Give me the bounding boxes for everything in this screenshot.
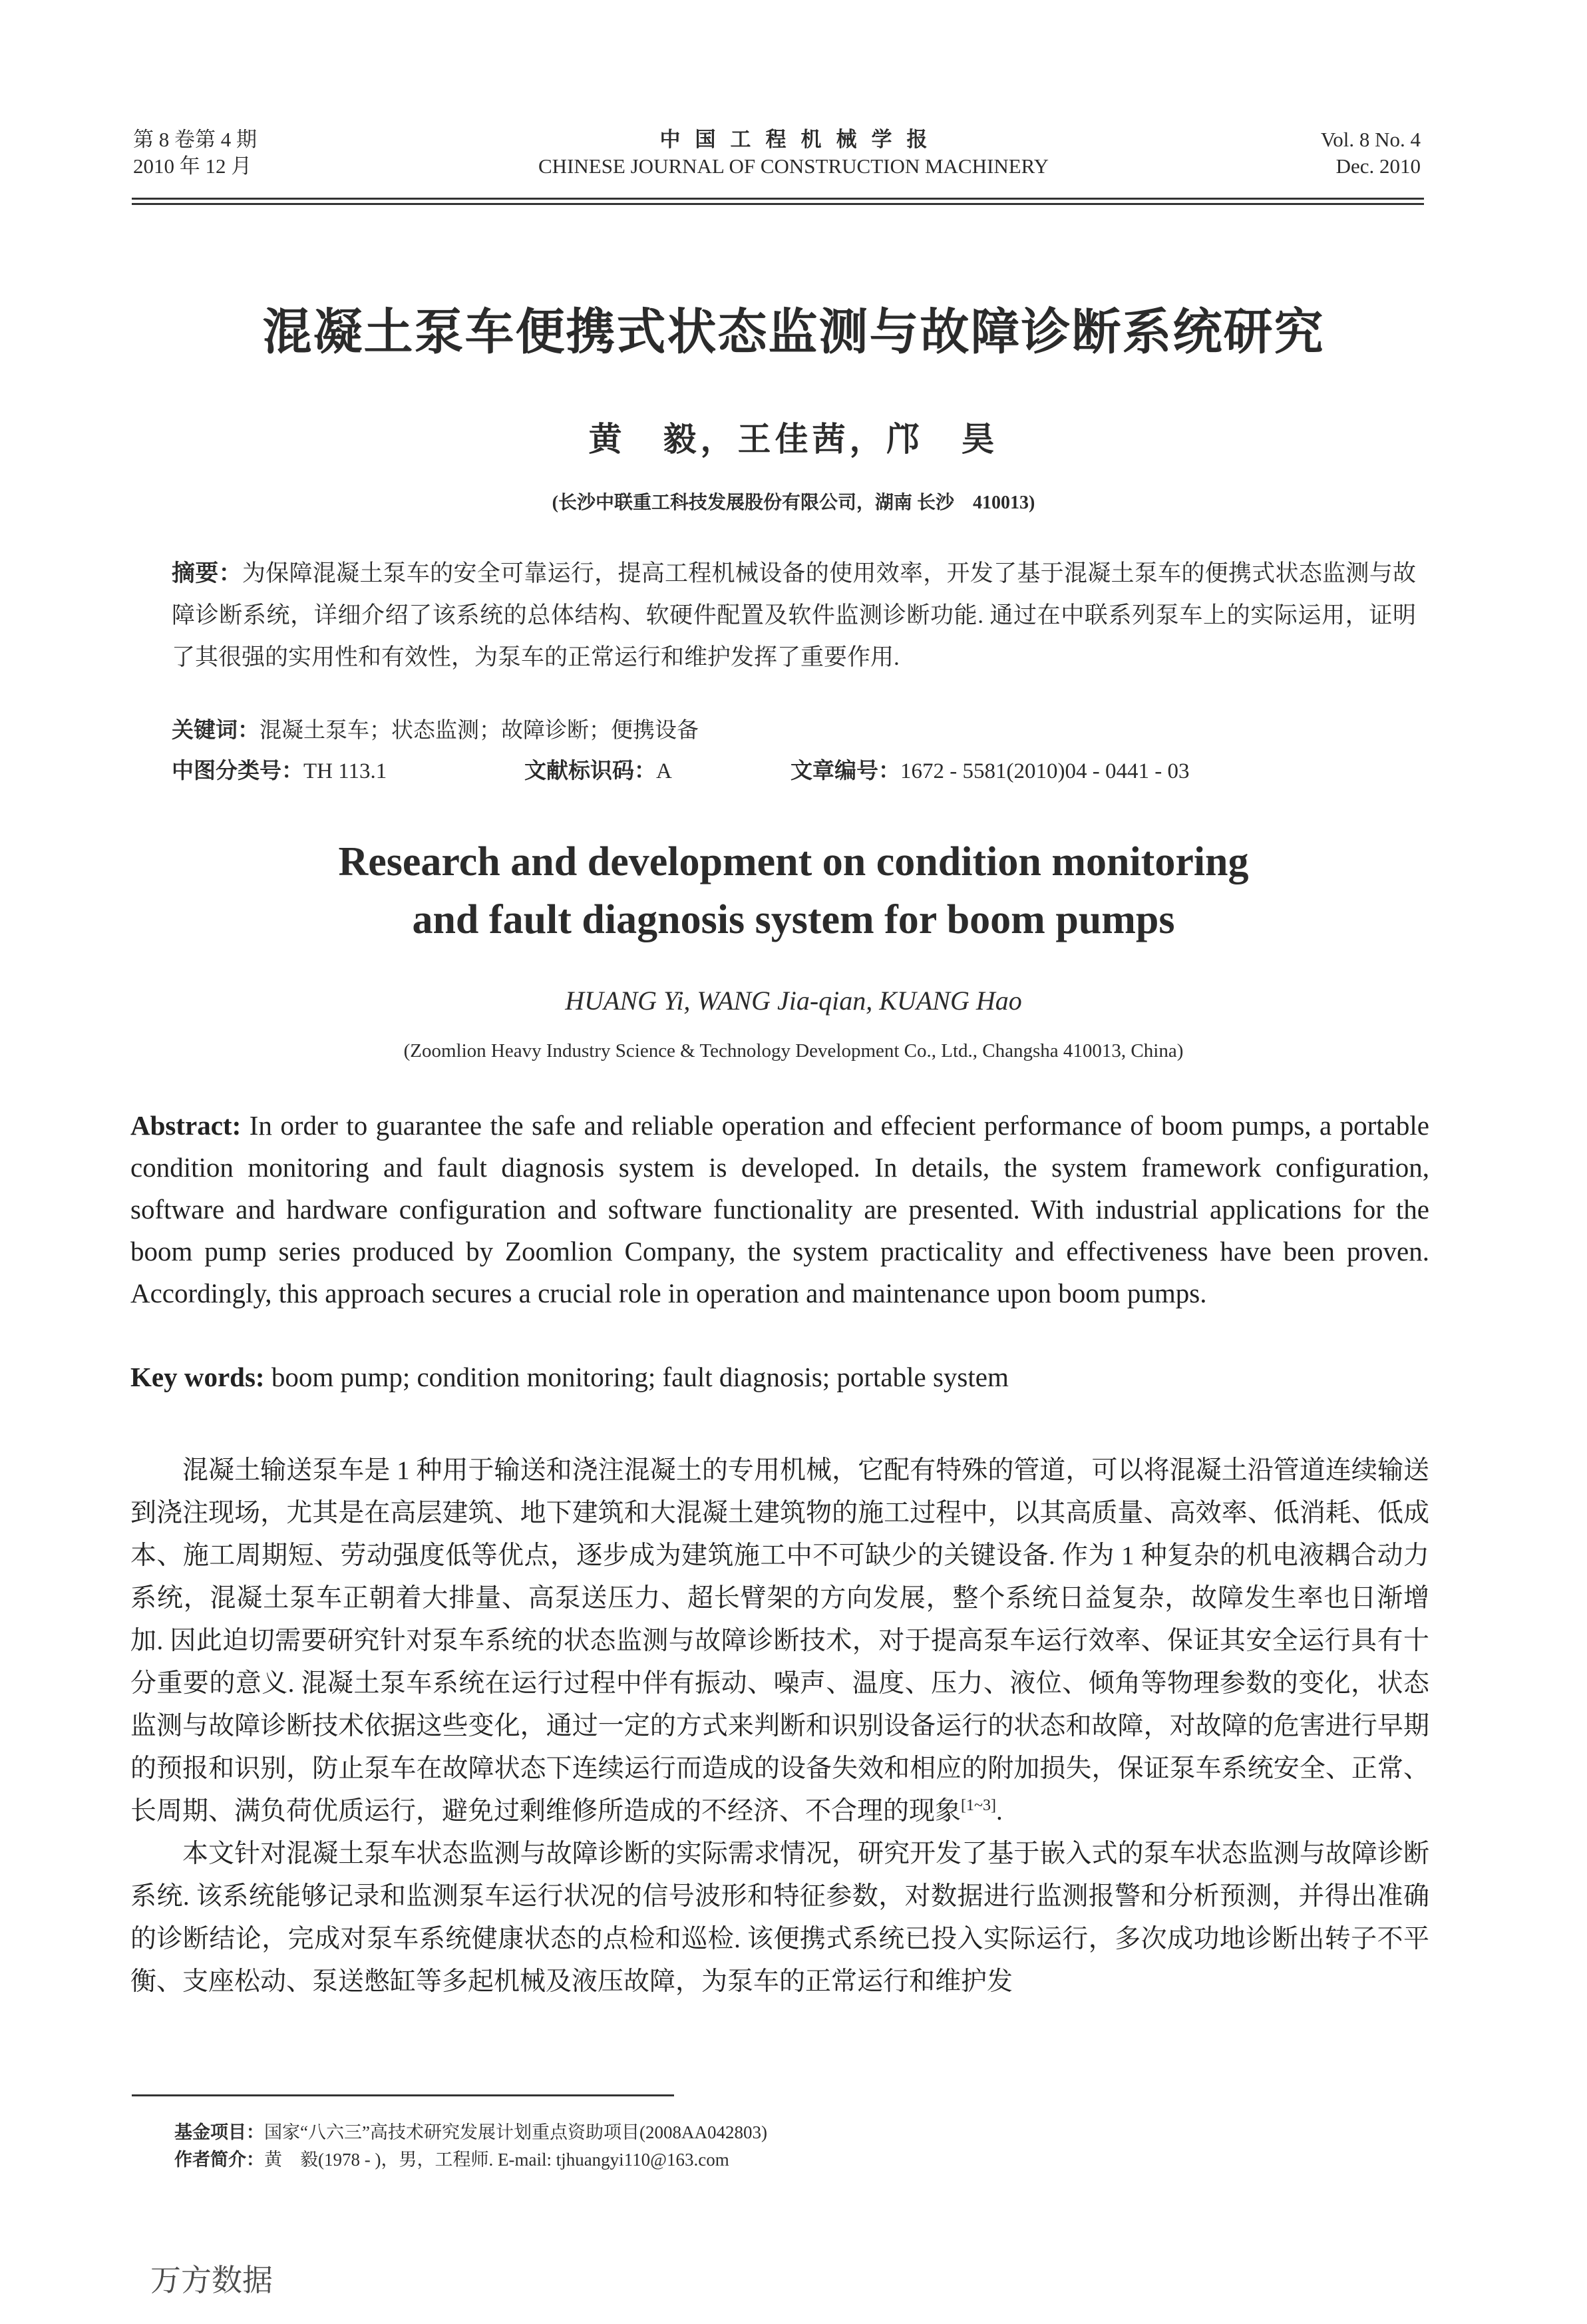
- body-paragraph-1: [130, 1450, 1429, 1833]
- affiliation-en: (Zoomlion Heavy Industry Science & Technology Development Co., Ltd., Changsha 410013, China): [403, 1040, 1184, 1062]
- abstract-cn-text: 为保障混凝土泵车的安全可靠运行，提高工程机械设备的使用效率，开发了基于混凝土泵车的便携式状态监测与故障诊断系统，详细介绍了该系统的总体结构、软硬件配置及软件监测诊断功能. 通过在中联系列泵车上的实际运用，证明了其很强的实用性和有效性，为泵车的正常运行和维护发挥了重要作用.: [172, 560, 1416, 670]
- clc-label: 中图分类号：: [172, 759, 303, 783]
- issue-info-en: [1321, 126, 1421, 180]
- header-rule-top: [132, 198, 1424, 200]
- keywords-cn-text: 混凝土泵车；状态监测；故障诊断；便携设备: [260, 719, 699, 743]
- affiliation-cn: (长沙中联重工科技发展股份有限公司，湖南 长沙 410013): [552, 492, 1035, 513]
- citation: [1~3]: [961, 1797, 996, 1814]
- funding-label: 基金项目：: [174, 2122, 264, 2142]
- keywords-en-label: Key words:: [130, 1362, 265, 1392]
- header-rule-bottom: [132, 203, 1424, 205]
- keywords-cn-label: 关键词：: [172, 719, 260, 743]
- clc-value: TH 113.1: [303, 759, 387, 783]
- classification-line: [172, 751, 1436, 793]
- journal-name-en: CHINESE JOURNAL OF CONSTRUCTION MACHINERY: [538, 154, 1049, 178]
- issue-date-cn: 2010 年 12 月: [133, 154, 252, 178]
- abstract-en-label: Abstract:: [130, 1110, 242, 1141]
- author-bio-label: 作者简介：: [174, 2150, 264, 2170]
- article-no-value: 1672 - 5581(2010)04 - 0441 - 03: [900, 759, 1190, 783]
- authors-cn: 黄 毅，王佳茜，邝 昊: [588, 421, 999, 458]
- issue-info: [133, 126, 257, 180]
- body-paragraph-1-end: .: [995, 1797, 1003, 1826]
- footnote-author-bio: [174, 2146, 1239, 2173]
- paper-title-en: [0, 833, 1587, 949]
- clc-number: [172, 751, 524, 793]
- vol-no: Vol. 8 No. 4: [1320, 128, 1421, 151]
- doc-code-value: A: [656, 759, 672, 783]
- paper-title-en-line2: and fault diagnosis system for boom pumps: [412, 897, 1175, 942]
- paper-title-cn: 混凝土泵车便携式状态监测与故障诊断系统研究: [262, 303, 1325, 361]
- journal-name: [399, 126, 1188, 180]
- doc-code-label: 文献标识码：: [524, 759, 656, 783]
- keywords-en: [130, 1356, 1429, 1398]
- issue-date-en: Dec. 2010: [1335, 154, 1421, 178]
- keywords-en-text: boom pump; condition monitoring; fault diagnosis; portable system: [271, 1362, 1009, 1392]
- funding-text: 国家“八六三”高技术研究发展计划重点资助项目(2008AA042803): [264, 2122, 767, 2142]
- abstract-cn-label: 摘要：: [172, 560, 242, 586]
- article-no-label: 文章编号：: [791, 759, 900, 783]
- authors-en: HUANG Yi, WANG Jia-qian, KUANG Hao: [565, 986, 1022, 1016]
- journal-name-cn: 中国工程机械学报: [659, 128, 942, 151]
- body-text: [130, 1450, 1429, 2003]
- volume-issue: 第 8 卷第 4 期: [133, 128, 257, 151]
- footnote-funding: [174, 2119, 1239, 2146]
- footnote-rule: [132, 2094, 674, 2096]
- keywords-cn: [172, 710, 1416, 752]
- watermark: 万方数据: [150, 2262, 273, 2298]
- body-paragraph-2: 本文针对混凝土泵车状态监测与故障诊断的实际需求情况，研究开发了基于嵌入式的泵车状态监测与故障诊断系统. 该系统能够记录和监测泵车运行状况的信号波形和特征参数，对数据进行监测报警和分析预测，并得出准确的诊断结论，完成对泵车系统健康状态的点检和巡检. 该便携式系统已投入实际运行，多次成功地诊断出转子不平衡、支座松动、泵送憋缸等多起机械及液压故障，为泵车的正常运行和维护发: [130, 1840, 1429, 1996]
- abstract-en-text: In order to guarantee the safe and reliable operation and effecient performance of boom pumps, a portable condition monitoring and fault diagnosis system is developed. In details, the system framework configuration, software and hardware configuration and software functionality are presented. With industrial applications for the boom pump series produced by Zoomlion Company, the system practicality and effectiveness have been proven. Accordingly, this approach secures a crucial role in operation and maintenance upon boom pumps.: [130, 1110, 1429, 1308]
- article-number: [791, 751, 1189, 793]
- paper-title-en-line1: Research and development on condition monitoring: [338, 839, 1249, 884]
- abstract-cn: [172, 552, 1416, 678]
- author-bio-text: 黄 毅(1978 - )，男，工程师. E-mail: tjhuangyi110@163.com: [264, 2150, 729, 2170]
- abstract-en: [130, 1105, 1429, 1314]
- body-paragraph-1-text: 混凝土输送泵车是 1 种用于输送和浇注混凝土的专用机械，它配有特殊的管道，可以将混凝土沿管道连续输送到浇注现场，尤其是在高层建筑、地下建筑和大混凝土建筑物的施工过程中，以其高质量、高效率、低消耗、低成本、施工周期短、劳动强度低等优点，逐步成为建筑施工中不可缺少的关键设备. 作为 1 种复杂的机电液耦合动力系统，混凝土泵车正朝着大排量、高泵送压力、超长臂架的方向发展，整个系统日益复杂，故障发生率也日渐增加. 因此迫切需要研究针对泵车系统的状态监测与故障诊断技术，对于提高泵车运行效率、保证其安全运行具有十分重要的意义. 混凝土泵车系统在运行过程中伴有振动、噪声、温度、压力、液位、倾角等物理参数的变化，状态监测与故障诊断技术依据这些变化，通过一定的方式来判断和识别设备运行的状态和故障，对故障的危害进行早期的预报和识别，防止泵车在故障状态下连续运行而造成的设备失效和相应的附加损失，保证泵车系统安全、正常、长周期、满负荷优质运行，避免过剩维修所造成的不经济、不合理的现象: [130, 1456, 1429, 1826]
- document-code: [524, 751, 791, 793]
